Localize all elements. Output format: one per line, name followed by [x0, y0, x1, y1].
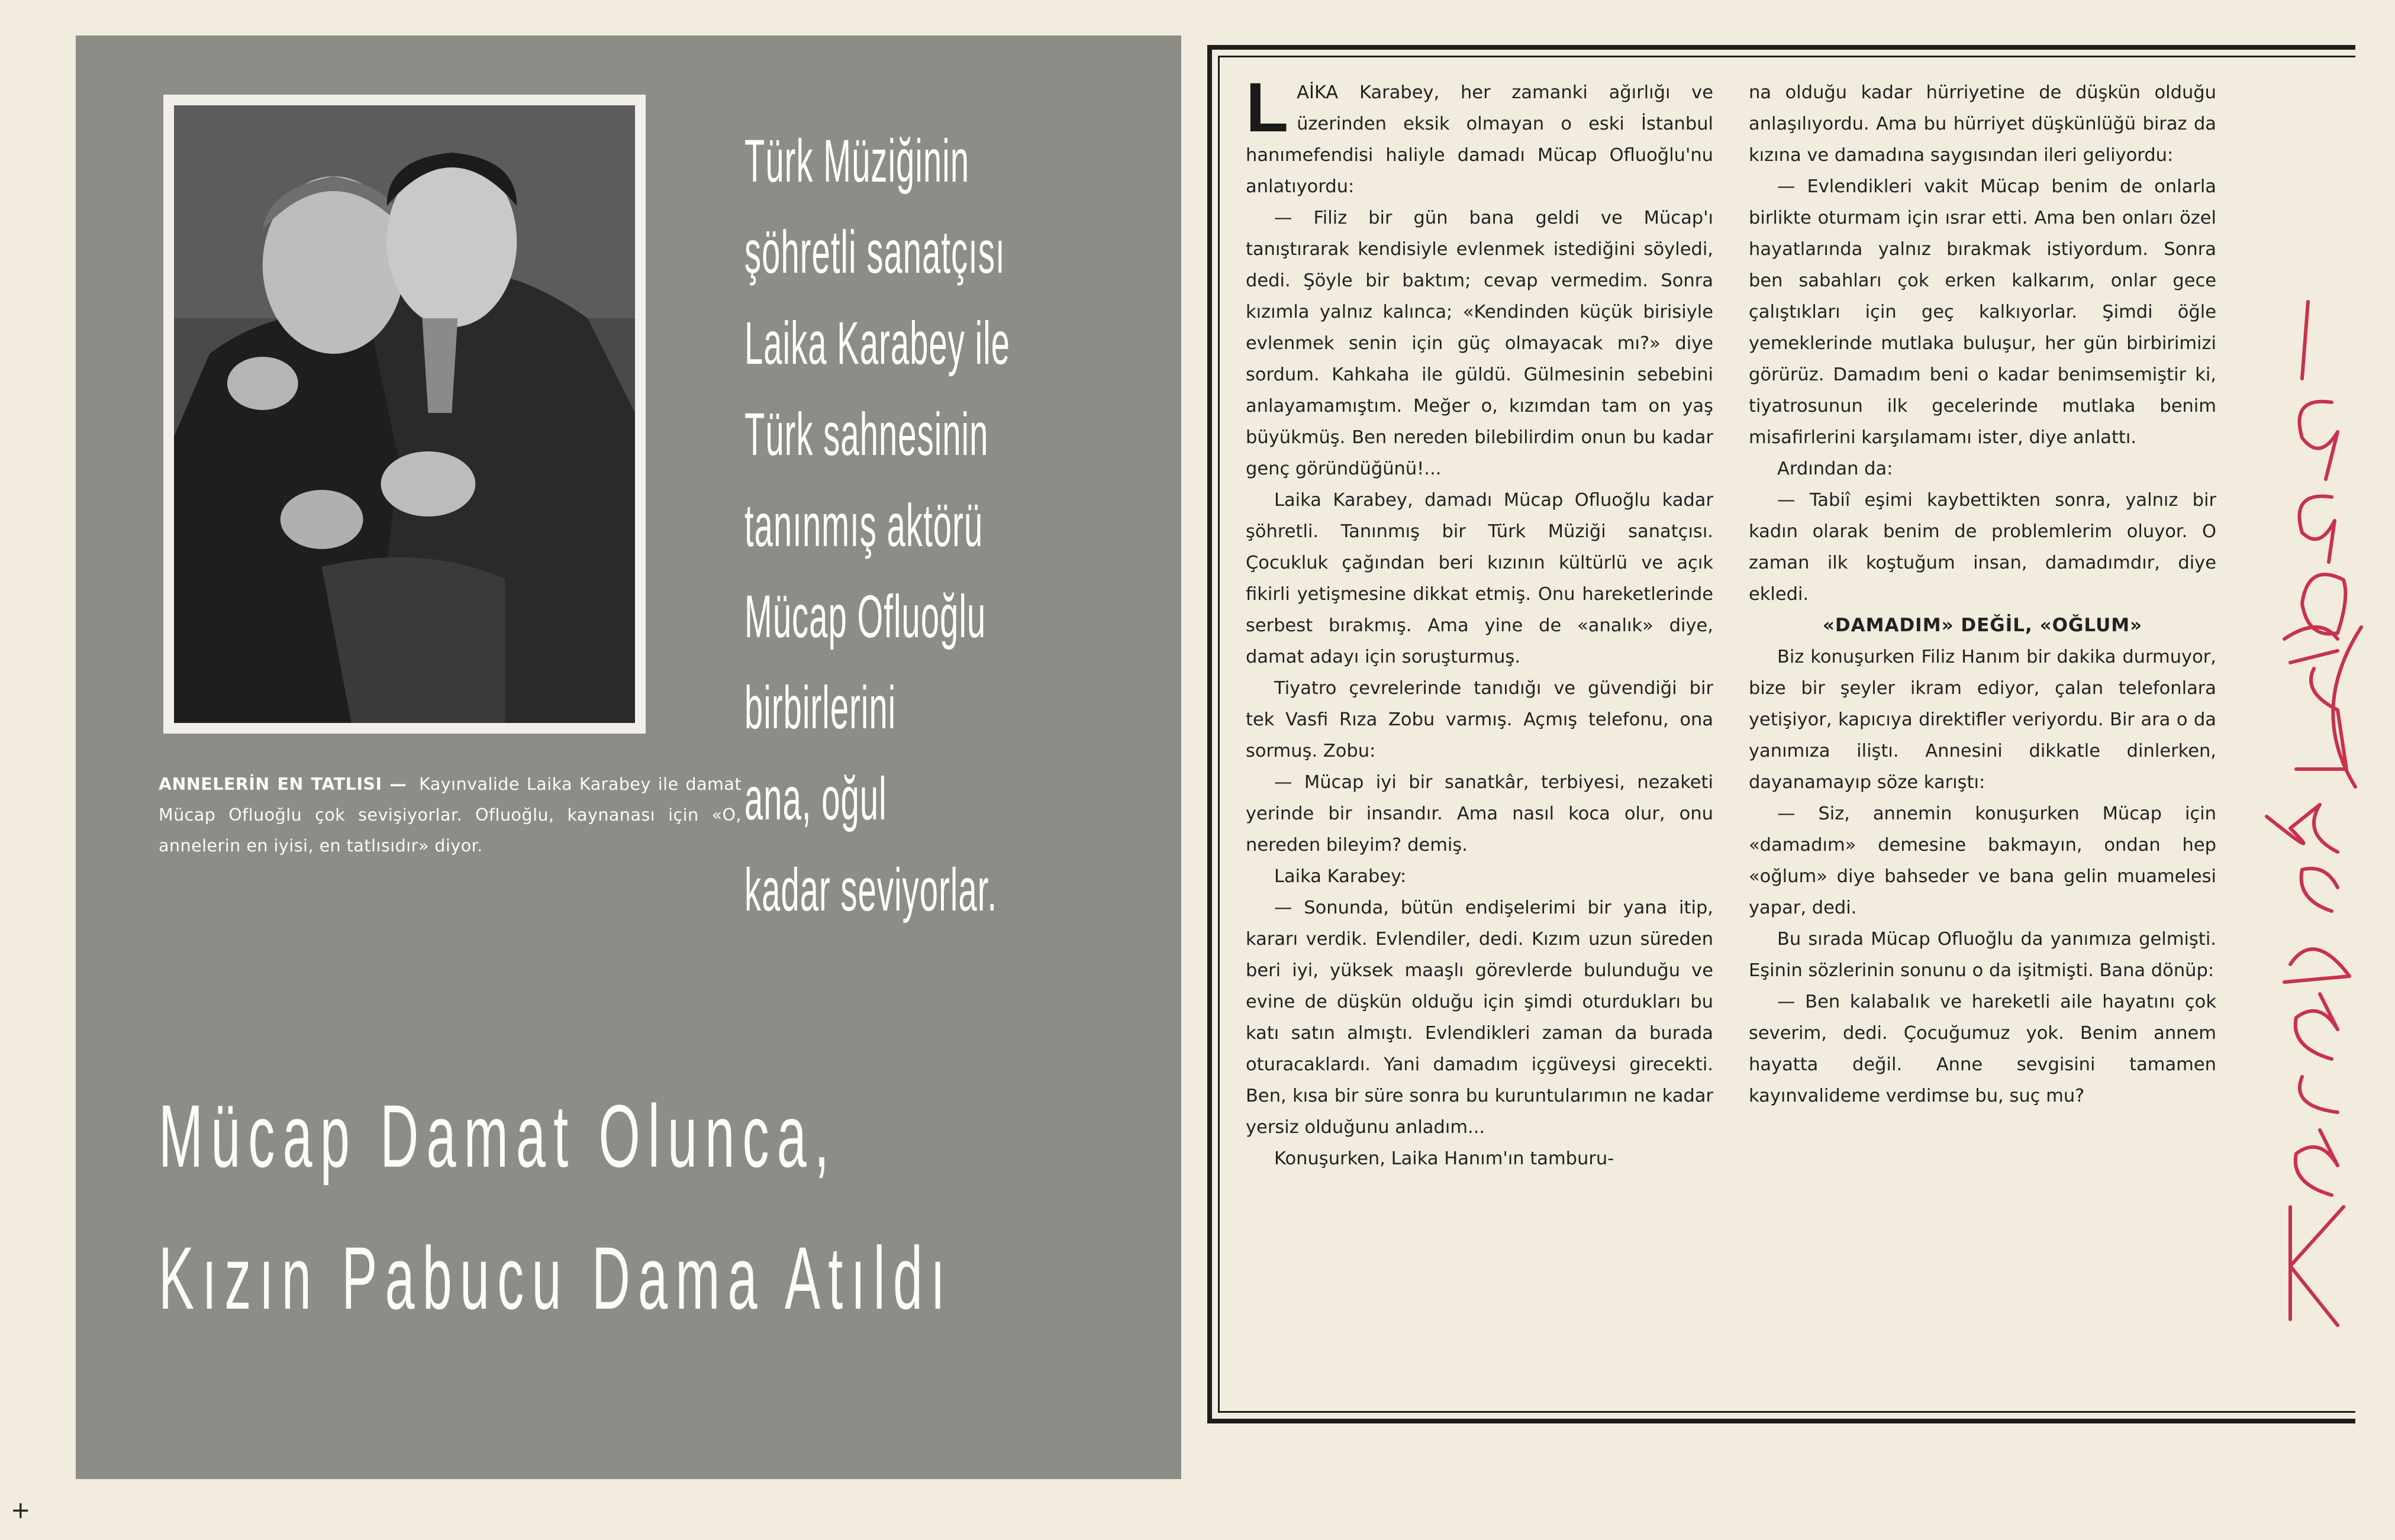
- article-column-2: [1749, 77, 2216, 1112]
- handwritten-annotation: [2219, 284, 2373, 1349]
- article-paragraph: Laika Karabey, damadı Mücap Ofluoğlu kadar şöhretli. Tanınmış bir Türk Müziği sanatçısı. Çocukluk çağından beri kızının kültürlü ve açık fikirli yetişmesine dikkat etmiş. Onu hareketlerinde serbest bırakmış. Ama yine de «analık» diye, damat adayı için soruşturmuş.: [1246, 490, 1713, 667]
- article-paragraph: na olduğu kadar hürriyetine de düşkün olduğu anlaşılıyordu. Ama bu hürriyet düşkünlüğü biraz da kızına ve damadına saygısından ileri geliyordu:: [1749, 82, 2216, 166]
- subtitle-line: ana, oğul: [744, 765, 887, 832]
- article-paragraph: — Sonunda, bütün endişelerimi bir yana itip, kararı verdik. Evlendiler, dedi. Kızım uzun süreden beri iyi, yüksek maaşlı görevlerde bulunduğu ve evine de düşkün olduğu için şimdi oturdukları bu katı satın almıştı. Evlendikleri zaman da burada oturacaklardı. Yani damadım içgüveysi girecekti. Ben, kısa bir süre sonra bu kuruntularımın ne kadar yersiz olduğunu anladım...: [1246, 897, 1713, 1138]
- article-paragraph: Ardından da:: [1777, 459, 1893, 479]
- photo-illustration: [174, 105, 635, 723]
- subtitle-line: tanınmış aktörü: [744, 492, 984, 559]
- article-body: [1246, 69, 2216, 1349]
- article-paragraph: — Tabiî eşimi kaybettikten sonra, yalnız bir kadın olarak benim de problemlerim oluyor. O zaman ilk koştuğum insan, damadımdır, diye ekledi.: [1749, 490, 2216, 605]
- article-paragraph: — Filiz bir gün bana geldi ve Mücap'ı tanıştırarak kendisiyle evlenmek istediğini söyledi, dedi. Şöyle bir baktım; cevap vermedim. Sonra kızımla yalnız kalınca; «Kendinden küçük birisiyle evlenmek senin için güç olmayacak mı?» diye sordum. Kahkaha ile güldü. Gülmesinin sebebini anlayamamıştım. Meğer o, kızımdan tam on yaş büyükmüş. Ben nereden bilebilirdim onun bu kadar genç göründüğünü!...: [1246, 208, 1713, 479]
- subtitle-line: Türk sahnesinin: [744, 401, 989, 468]
- subtitle-block: [744, 115, 1182, 935]
- photo-caption: [159, 769, 742, 861]
- subtitle-line: kadar seviyorlar.: [744, 856, 998, 924]
- subtitle-line: birbirlerini: [744, 674, 897, 741]
- article-paragraph: Bu sırada Mücap Ofluoğlu da yanımıza gelmişti. Eşinin sözlerinin sonunu o da işitmişti. Bana dönüp:: [1749, 929, 2216, 981]
- article-paragraph: Konuşurken, Laika Hanım'ın tamburu-: [1274, 1148, 1614, 1169]
- photo-mother-and-son-in-law: [174, 105, 635, 723]
- article-paragraph: — Siz, annemin konuşurken Mücap için «damadım» demesine bakmayın, ondan hep «oğlum» diye bahseder ve bana gelin muamelesi yapar, dedi.: [1749, 803, 2216, 918]
- article-paragraph: — Mücap iyi bir sanatkâr, terbiyesi, nezaketi yerinde bir insandır. Ama nasıl koca olur, onu nereden bileyim? demiş.: [1246, 772, 1713, 855]
- article-paragraph: — Evlendikleri vakit Mücap benim de onlarla birlikte oturmam için ısrar etti. Ama ben onları özel hayatlarında yalnız bırakmak istiyordum. Sonra ben sabahları çok erken kalkarım, onlar gece çalıştıkları için geç kalkıyorlar. Şimdi öğle yemeklerinde mutlaka buluşur, her gün birbirimizi görürüz. Damadım beni o kadar benimsemiştir ki, tiyatrosunun ilk gecelerinde mutlaka benim misafirlerini karşılamamı ister, diye anlattı.: [1749, 176, 2216, 448]
- article-paragraph: — Ben kalabalık ve hareketli aile hayatını çok severim, dedi. Çocuğumuz yok. Benim annem hayatta değil. Anne sevgisini tamamen kayınvalideme verdimse bu, suç mu?: [1749, 992, 2216, 1106]
- dropcap-letter: L: [1246, 69, 1289, 147]
- article-paragraph: LAİKA Karabey, her zamanki ağırlığı ve üzerinden eksik olmayan o eski İstanbul hanımefendisi haliyle damadı Mücap Ofluoğlu'nu anlatıyordu:: [1246, 69, 1713, 197]
- article-paragraph: Biz konuşurken Filiz Hanım bir dakika durmuyor, bize bir şeyler ikram ediyor, çalan telefonlara yetişiyor, kapıcıya direktifler veriyordu. Bir ara o da yanımıza iliştı. Annesini dikkatle dinlerken, dayanamayıp söze karıştı:: [1749, 647, 2216, 793]
- headline: [159, 1065, 1200, 1349]
- section-heading: «DAMADIM» DEĞİL, «OĞLUM»: [1822, 615, 2143, 636]
- subtitle-line: Türk Müziğinin: [744, 127, 970, 195]
- caption-text: Kayınvalide Laika Karabey ile damat Mücap Ofluoğlu çok sevişiyorlar. Ofluoğlu, kaynanası için «O, annelerin en iyisi, en tatlısıdır» diyor.: [159, 774, 742, 855]
- article-paragraph: Tiyatro çevrelerinde tanıdığı ve güvendiği bir tek Vasfi Rıza Zobu varmış. Açmış telefonu, ona sormuş. Zobu:: [1246, 678, 1713, 761]
- handwriting-drawing: [2219, 284, 2373, 1349]
- headline-line-2: Kızın Pabucu Dama Atıldı: [159, 1228, 953, 1328]
- article-column-1: [1246, 69, 1713, 1174]
- caption-lead: ANNELERİN EN TATLISI —: [159, 774, 407, 794]
- subtitle-line: şöhretli sanatçısı: [744, 218, 1005, 286]
- subtitle-line: Mücap Ofluoğlu: [744, 583, 987, 650]
- crop-mark: +: [11, 1497, 31, 1524]
- photo-frame: [163, 95, 646, 734]
- feature-panel: [76, 35, 1181, 1479]
- article-paragraph: Laika Karabey:: [1274, 866, 1407, 887]
- subtitle-line: Laika Karabey ile: [744, 309, 1011, 377]
- headline-line-1: Mücap Damat Olunca,: [159, 1086, 837, 1186]
